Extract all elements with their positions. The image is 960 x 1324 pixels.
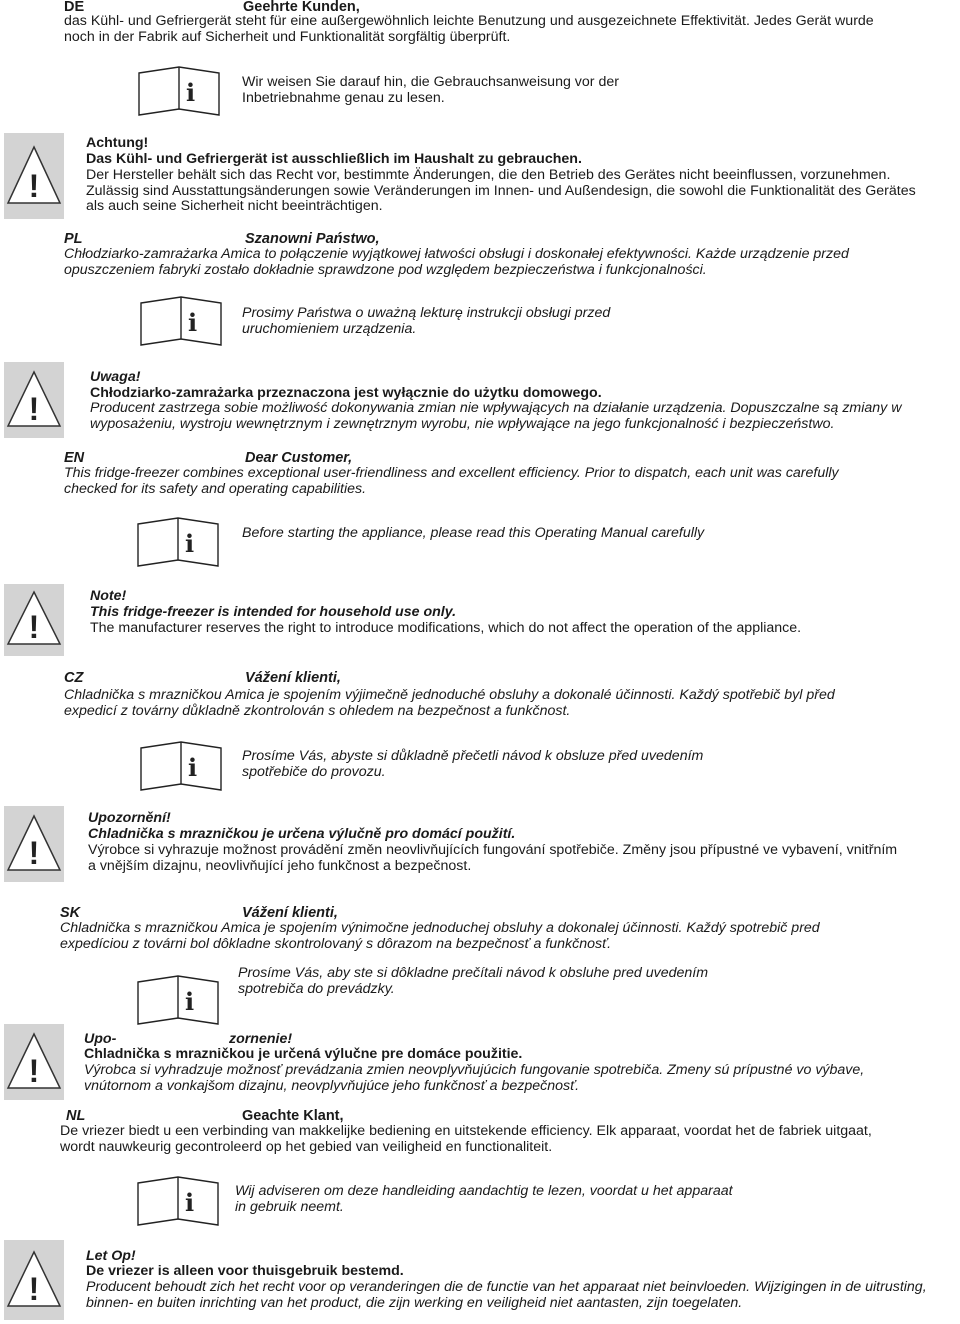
intro-line: expedicí z továrny důkladně zkontrolován s ohledem na bezpečnost a funkčnost. [64, 702, 571, 719]
info-line: spotrebiča do prevádzky. [238, 980, 395, 997]
intro-line: wordt nauwkeurig gecontroleerd op het gebied van veiligheid en functionaliteit. [60, 1138, 553, 1155]
intro-pl [64, 247, 849, 278]
warning-text-nl [86, 1280, 927, 1311]
warning-bold-pl: Chłodziarko-zamrażarka przeznaczona jest wyłącznie do użytku domowego. [90, 385, 602, 401]
intro-line: das Kühl- und Gefriergerät steht für eine außergewöhnlich leichte Benutzung und ausgezeichnete Effektivität. Jedes Gerät wurde [64, 13, 874, 29]
info-glyph: i [185, 529, 195, 558]
info-text-nl [235, 1184, 733, 1215]
warning-triangle-icon [4, 806, 64, 882]
warning-bold-sk: Chladnička s mrazničkou je určená výlučne pre domáce použitie. [84, 1046, 523, 1062]
warning-line: binnen- en buiten inrichting van het product, die zijn werking en veiligheid niet aantasten, zijn toegelaten. [86, 1294, 743, 1311]
info-line: Prosíme Vás, abyste si důkladně přečetli návod k obsluze před uvedením [242, 748, 704, 764]
intro-line: noch in der Fabrik auf Sicherheit und Funktionalität sorgfältig überprüft. [64, 28, 511, 45]
greeting-pl: Szanowni Państwo, [245, 231, 380, 247]
info-line: Prosíme Vás, aby ste si dôkladne prečítali návod k obsluhe pred uvedením [238, 965, 709, 981]
warning-bold-cz: Chladnička s mrazničkou je určena výlučně pro domácí použití. [88, 826, 516, 842]
language-code-cz: CZ [64, 670, 84, 686]
intro-line: De vriezer biedt u een verbinding van makkelijke bediening en uitstekende efficiency. Elk apparaat, voordat het de fabriek uitgaat, [60, 1123, 872, 1139]
info-text-sk [238, 966, 708, 997]
warning-title-pl: Uwaga! [90, 369, 141, 385]
greeting-en: Dear Customer, [245, 450, 353, 466]
info-line: Wir weisen Sie darauf hin, die Gebrauchsanweisung vor der [242, 74, 619, 90]
warning-title-sk-a: Upo- [84, 1031, 117, 1047]
manual-info-icon [139, 295, 223, 347]
info-glyph: i [185, 1188, 195, 1217]
warning-line: Der Hersteller behält sich das Recht vor, bestimmte Änderungen, die den Betrieb des Gerätes nicht beeinflussen, vorzunehmen. [86, 167, 891, 183]
warning-line: The manufacturer reserves the right to introduce modifications, which do not affect the operation of the appliance. [90, 620, 802, 636]
warning-text-en [90, 621, 801, 637]
warning-text-cz [88, 843, 897, 874]
info-glyph: i [188, 753, 198, 782]
warning-triangle-icon [4, 1240, 64, 1320]
warning-line: Výrobce si vyhrazuje možnost provádění změn neovlivňujících fungování spotřebiče. Změny jsou přípustné ve vybavení, vnitřním [88, 842, 898, 858]
language-code-de: DE [64, 0, 85, 15]
warning-title-de: Achtung! [86, 135, 149, 151]
warning-glyph: ! [28, 391, 40, 427]
info-glyph: i [185, 987, 195, 1016]
info-text-pl [242, 306, 610, 337]
warning-triangle-icon [4, 1024, 64, 1100]
warning-bold-nl: De vriezer is alleen voor thuisgebruik bestemd. [86, 1263, 404, 1279]
warning-bold-de: Das Kühl- und Gefriergerät ist ausschließlich im Haushalt zu gebrauchen. [86, 151, 582, 167]
warning-line: als auch seine Sicherheit nicht beeinträchtigen. [86, 198, 383, 214]
manual-info-icon [136, 1175, 220, 1227]
warning-text-de [86, 168, 916, 215]
greeting-nl: Geachte Klant, [242, 1108, 344, 1124]
warning-triangle-icon [4, 584, 64, 656]
warning-title-cz: Upozornění! [88, 810, 171, 826]
intro-line: checked for its safety and operating capabilities. [64, 480, 367, 497]
warning-glyph: ! [28, 1053, 40, 1089]
info-line: Prosimy Państwa o uważną lekturę instrukcji obsługi przed [242, 305, 611, 321]
warning-line: a vnějším dizajnu, neovlivňující jeho funkčnost a bezpečnost. [88, 857, 472, 874]
warning-title-nl: Let Op! [86, 1248, 136, 1264]
warning-glyph: ! [28, 168, 40, 204]
info-text-de [242, 75, 619, 106]
warning-text-pl [90, 401, 901, 432]
info-line: uruchomieniem urządzenia. [242, 320, 417, 337]
warning-glyph: ! [28, 1271, 40, 1307]
language-code-nl: NL [66, 1108, 86, 1124]
warning-glyph: ! [28, 609, 40, 645]
manual-info-icon [137, 65, 221, 117]
info-line: spotřebiče do provozu. [242, 763, 386, 780]
intro-sk [60, 921, 820, 952]
greeting-cz: Vážení klienti, [245, 670, 341, 686]
intro-nl [60, 1124, 872, 1155]
warning-line: wyposażeniu, wystroju wewnętrznym i zewnętrznym wyrobu, nie wpływające na jego funkcjonalność i bezpieczeństwo. [90, 415, 835, 432]
intro-line: Chladnička s mrazničkou Amica je spojením výjimečně jednoduché obsluhy a dokonalé účinnosti. Každý spotřebič byl před [64, 687, 835, 703]
language-code-sk: SK [60, 905, 81, 921]
warning-glyph: ! [28, 835, 40, 871]
intro-line: expedíciou z továrni bol dôkladne skontrolovaný s dôrazom na bezpečnosť a funkčnosť. [60, 935, 612, 952]
info-line: Wij adviseren om deze handleiding aandachtig te lezen, voordat u het apparaat [235, 1183, 733, 1199]
greeting-sk: Vážení klienti, [242, 905, 338, 921]
warning-triangle-icon [4, 362, 64, 438]
warning-line: Producent behoudt zich het recht voor op veranderingen die de functie van het apparaat niet beinvloeden. Wijzigingen in de uitrusting, [86, 1279, 927, 1295]
intro-en [64, 466, 839, 497]
info-line: in gebruik neemt. [235, 1198, 344, 1215]
info-text-cz [242, 749, 703, 780]
warning-title-en: Note! [90, 588, 127, 604]
language-code-en: EN [64, 450, 85, 466]
intro-line: Chladnička s mrazničkou Amica je spojením výnimočne jednoduchej obsluhy a dokonalej účinnosti. Každý spotrebič pred [60, 920, 820, 936]
warning-title-sk-b: zornenie! [229, 1031, 293, 1047]
greeting-de: Geehrte Kunden, [243, 0, 360, 15]
warning-line: Zulässig sind Ausstattungsänderungen sowie Veränderungen im Innen- und Außendesign, die sowohl die Funktionalität des Gerätes [86, 182, 916, 199]
warning-bold-en: This fridge-freezer is intended for household use only. [90, 604, 457, 620]
info-text-en [242, 526, 704, 542]
intro-de [64, 14, 874, 45]
manual-info-icon [136, 974, 220, 1026]
info-line: Before starting the appliance, please read this Operating Manual carefully [242, 525, 705, 541]
intro-line: Chłodziarko-zamrażarka Amica to połączenie wyjątkowej łatwości obsługi i doskonałej efektywności. Każde urządzenie przed [64, 246, 849, 262]
intro-cz [64, 688, 835, 719]
info-line: Inbetriebnahme genau zu lesen. [242, 89, 445, 106]
manual-info-icon [136, 516, 220, 568]
info-glyph: i [186, 78, 196, 107]
intro-line: This fridge-freezer combines exceptional user-friendliness and excellent efficiency. Prior to dispatch, each unit was carefully [64, 465, 839, 481]
intro-line: opuszczeniem fabryki zostało dokładnie sprawdzone pod względem bezpieczeństwa i funkcjonalności. [64, 261, 707, 278]
language-code-pl: PL [64, 231, 83, 247]
manual-info-icon [139, 740, 223, 792]
warning-line: Producent zastrzega sobie możliwość dokonywania zmian nie wpływających na działanie urządzenia. Dopuszczalne są zmiany w [90, 400, 902, 416]
info-glyph: i [188, 308, 198, 337]
warning-line: vnútornom a vonkajšom dizajnu, neovplyvňujúce jeho funkčnosť a bezpečnosť. [84, 1077, 580, 1094]
warning-line: Výrobca si vyhradzuje možnosť prevádzania zmien neovplyvňujúcich fungovanie spotrebiča. Zmeny sú prípustné vo výbave, [84, 1062, 865, 1078]
warning-text-sk [84, 1063, 864, 1094]
warning-triangle-icon [4, 133, 64, 219]
